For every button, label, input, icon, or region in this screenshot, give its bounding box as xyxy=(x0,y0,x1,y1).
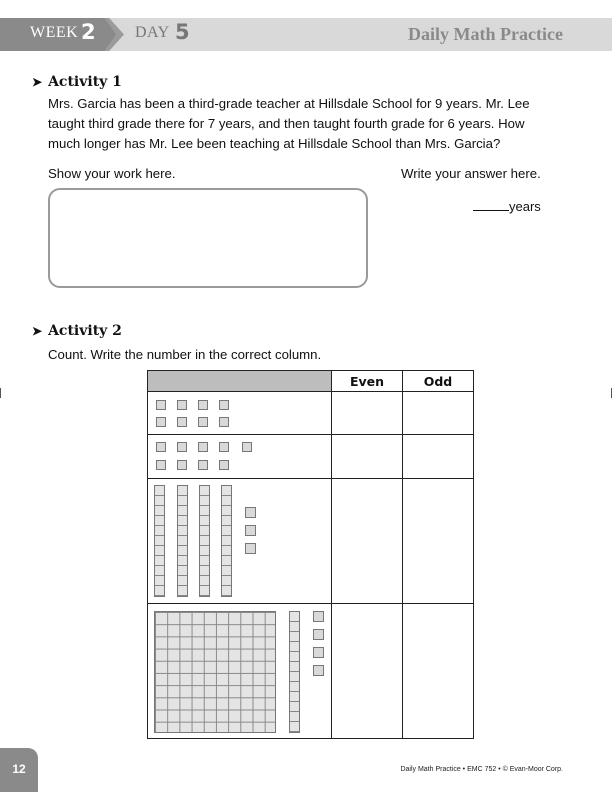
even-answer-cell[interactable] xyxy=(332,604,403,739)
answer-label: Write your answer here. xyxy=(401,166,541,181)
week-number: 2 xyxy=(81,20,96,44)
unit-cube xyxy=(242,442,252,452)
unit-cube xyxy=(156,400,166,410)
table-row xyxy=(148,392,474,435)
unit-cube xyxy=(313,611,324,622)
page-number: 12 xyxy=(12,762,26,776)
unit-cube xyxy=(219,442,229,452)
unit-cube xyxy=(156,442,166,452)
week-label: WEEK xyxy=(30,24,79,41)
activity-2-instruction: Count. Write the number in the correct column. xyxy=(48,347,322,362)
even-answer-cell[interactable] xyxy=(332,479,403,604)
hundreds-tens-ones-picture-114 xyxy=(148,604,332,739)
tens-rod xyxy=(289,611,300,733)
activity-1-title xyxy=(32,74,122,90)
unit-cube xyxy=(313,647,324,658)
answer-line[interactable] xyxy=(473,198,541,214)
table-header-row xyxy=(148,371,474,392)
page-header-title: Daily Math Practice xyxy=(408,24,563,44)
odd-column-header: Odd xyxy=(403,371,474,392)
unit-cube xyxy=(198,417,208,427)
arrow-icon: ➤ xyxy=(32,75,43,89)
activity-2-title xyxy=(32,323,122,339)
work-label: Show your work here. xyxy=(48,166,176,181)
margin-tick xyxy=(0,388,1,398)
unit-cube xyxy=(313,665,324,676)
odd-answer-cell[interactable] xyxy=(403,604,474,739)
tens-and-ones-picture-43 xyxy=(148,479,332,604)
even-answer-cell[interactable] xyxy=(332,392,403,435)
unit-cube xyxy=(245,507,256,518)
unit-cube xyxy=(198,442,208,452)
answer-blank[interactable] xyxy=(473,198,509,211)
work-area-box[interactable] xyxy=(48,188,368,288)
odd-answer-cell[interactable] xyxy=(403,435,474,479)
arrow-icon: ➤ xyxy=(32,324,43,338)
unit-cubes-picture-9 xyxy=(148,435,332,479)
activity-2-title-text: Activity 2 xyxy=(48,323,122,339)
unit-cube xyxy=(245,525,256,536)
footer-credit: Daily Math Practice • EMC 752 • © Evan-Moor Corp. xyxy=(400,766,563,773)
activity-1-title-text: Activity 1 xyxy=(48,74,122,90)
unit-cube xyxy=(313,629,324,640)
table-row xyxy=(148,604,474,739)
even-odd-table xyxy=(147,370,474,739)
activity-1-problem-text: Mrs. Garcia has been a third-grade teacher at Hillsdale School for 9 years. Mr. Lee taught third grade there for 7 years, and then taught fourth grade for 6 years. How much longer has Mr. Lee been teaching at Hillsdale School than Mrs. Garcia? xyxy=(48,96,530,151)
table-row xyxy=(148,479,474,604)
day-number: 5 xyxy=(175,20,190,44)
unit-cube xyxy=(219,400,229,410)
hundred-flat xyxy=(154,611,276,733)
tens-rod xyxy=(154,485,165,597)
tens-rod xyxy=(177,485,188,597)
unit-cubes-picture-8 xyxy=(148,392,332,435)
tens-rod xyxy=(221,485,232,597)
picture-column-header xyxy=(148,371,332,392)
odd-answer-cell[interactable] xyxy=(403,479,474,604)
unit-cube xyxy=(177,400,187,410)
unit-cube xyxy=(219,460,229,470)
odd-answer-cell[interactable] xyxy=(403,392,474,435)
day-label: DAY xyxy=(135,24,170,41)
unit-cube xyxy=(177,442,187,452)
unit-cube xyxy=(156,417,166,427)
answer-unit: years xyxy=(509,199,541,214)
unit-cube xyxy=(156,460,166,470)
even-column-header: Even xyxy=(332,371,403,392)
even-answer-cell[interactable] xyxy=(332,435,403,479)
tens-rod xyxy=(199,485,210,597)
unit-cube xyxy=(245,543,256,554)
unit-cube xyxy=(177,460,187,470)
unit-cube xyxy=(219,417,229,427)
table-row xyxy=(148,435,474,479)
unit-cube xyxy=(177,417,187,427)
unit-cube xyxy=(198,460,208,470)
unit-cube xyxy=(198,400,208,410)
